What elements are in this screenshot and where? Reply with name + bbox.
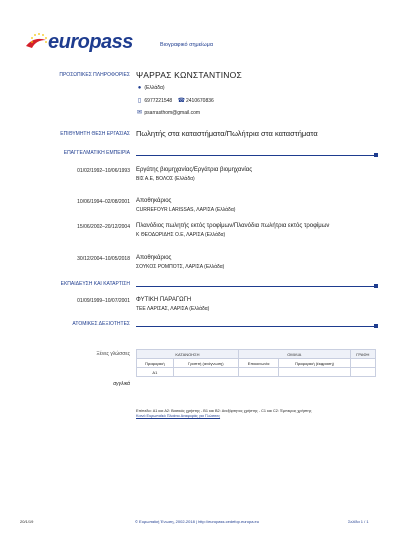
language-name: αγγλικά [113, 381, 130, 387]
address: (Ελλάδα) [144, 85, 165, 91]
job-dates: 01/02/1992–10/06/1993 [77, 168, 130, 174]
speaking-header: ΟΜΙΛΙΑ [238, 350, 350, 359]
section-divider [136, 286, 376, 287]
job-employer: ΣΟΥΚΟΣ ΡΟΜΠΟΤΣ, ΛΑΡΙΣΑ (Ελλάδα) [136, 264, 225, 270]
mobile-phone-icon: ▯ [137, 98, 142, 104]
production-level [279, 368, 350, 377]
job-dates: 15/06/2002–20/12/2004 [77, 224, 130, 230]
footer-date: 20/1/19 [20, 519, 34, 524]
job-dates: 10/06/1994–02/08/2001 [77, 199, 130, 205]
understanding-header: ΚΑΤΑΝΟΗΣΗ [137, 350, 239, 359]
job-title: Αποθηκάριος [136, 198, 172, 204]
job-title: Αποθηκάριος [136, 255, 172, 261]
education-institution: ΤΕΕ ΛΑΡΙΣΑΣ, ΛΑΡΙΣΑ (Ελλάδα) [136, 306, 210, 312]
desired-position-value: Πωλητής στα καταστήματα/Πωλήτρια στα καταστήματα [136, 129, 318, 138]
job-title: Πλανόδιος πωλητής εκτός τροφίμων/Πλανόδια πωλήτρια εκτός τροφίμων [136, 223, 330, 229]
logo-text: europass [48, 31, 133, 53]
interaction-subheader: Επικοινωνία [238, 359, 278, 368]
section-divider [136, 326, 376, 327]
email-address[interactable]: psarrasthom@gmail.com [144, 110, 201, 116]
email-line [136, 109, 200, 116]
reading-subheader: Γραπτή (ανάγνωση) [173, 359, 238, 368]
education-label: ΕΚΠΑΙΔΕΥΣΗ ΚΑΙ ΚΑΤΑΡΤΙΣΗ [60, 281, 130, 287]
telephone-icon: ☎ [177, 98, 186, 104]
listening-level: A1 [137, 368, 174, 377]
phone-line [136, 97, 214, 104]
interaction-level [238, 368, 278, 377]
europass-logo [20, 30, 140, 60]
document-title: Βιογραφικό σημείωμα [160, 42, 214, 48]
writing-level [350, 368, 375, 377]
phone-number: 2410670836 [185, 98, 214, 104]
levels-note: Επίπεδα: A1 και A2: Βασικός χρήστης - B1 και B2: Ανεξάρτητος χρήστης - C1 και C2: Έμπειρος χρήστης [136, 409, 312, 413]
personal-skills-label: ΑΤΟΜΙΚΕΣ ΔΕΞΙΟΤΗΤΕΣ [72, 321, 130, 327]
personal-info-label: ΠΡΟΣΩΠΙΚΕΣ ΠΛΗΡΟΦΟΡΙΕΣ [59, 72, 130, 78]
footer-page-number: Σελίδα 1 / 1 [348, 519, 369, 524]
writing-subheader [350, 359, 375, 368]
writing-header: ΓΡΑΦΗ [350, 350, 375, 359]
education-title: ΦΥΤΙΚΗ ΠΑΡΑΓΩΓΗ [136, 297, 192, 303]
education-dates: 01/09/1999–10/07/2001 [77, 298, 130, 304]
location-pin-icon: ● [137, 85, 142, 91]
address-line [136, 85, 165, 91]
foreign-languages-label: Ξένες γλώσσες [96, 351, 130, 357]
job-employer: CURREFOYR LARISSAS, ΛΑΡΙΣΑ (Ελλάδα) [136, 207, 236, 213]
production-subheader: Προφορική (έκφραση) [279, 359, 350, 368]
job-title: Εργάτης βιομηχανίας/Εργάτρια βιομηχανίας [136, 167, 253, 173]
listening-subheader: Προφορική [137, 359, 174, 368]
job-employer: Κ ΘΕΟΔΩΡΙΔΗΣ Ο.Ε, ΛΑΡΙΣΑ (Ελλάδα) [136, 232, 226, 238]
language-skills-table [136, 349, 376, 377]
mobile-number: 6977221548 [144, 98, 173, 104]
section-divider [136, 155, 376, 156]
work-experience-label: ΕΠΑΓΓΕΛΜΑΤΙΚΗ ΕΜΠΕΙΡΙΑ [63, 150, 130, 156]
cefr-link[interactable]: Κοινό Ευρωπαϊκό Πλαίσιο Αναφοράς για Γλώσσες [136, 414, 221, 418]
job-dates: 30/12/2004–10/05/2018 [77, 256, 130, 262]
email-icon: ✉ [136, 110, 143, 116]
full-name: ΨΑΡΡΑΣ ΚΩΝΣΤΑΝΤΙΝΟΣ [136, 70, 242, 80]
job-employer: ΒΙΣ Α.Ε, ΒΟΛΟΣ (Ελλάδα) [136, 176, 195, 182]
reading-level [173, 368, 238, 377]
desired-position-label: ΕΠΙΘΥΜΗΤΗ ΘΕΣΗ ΕΡΓΑΣΙΑΣ [60, 131, 130, 137]
footer-copyright: © Ευρωπαϊκή Ένωση, 2002-2018 | http://europass.cedefop.europa.eu [135, 519, 259, 524]
